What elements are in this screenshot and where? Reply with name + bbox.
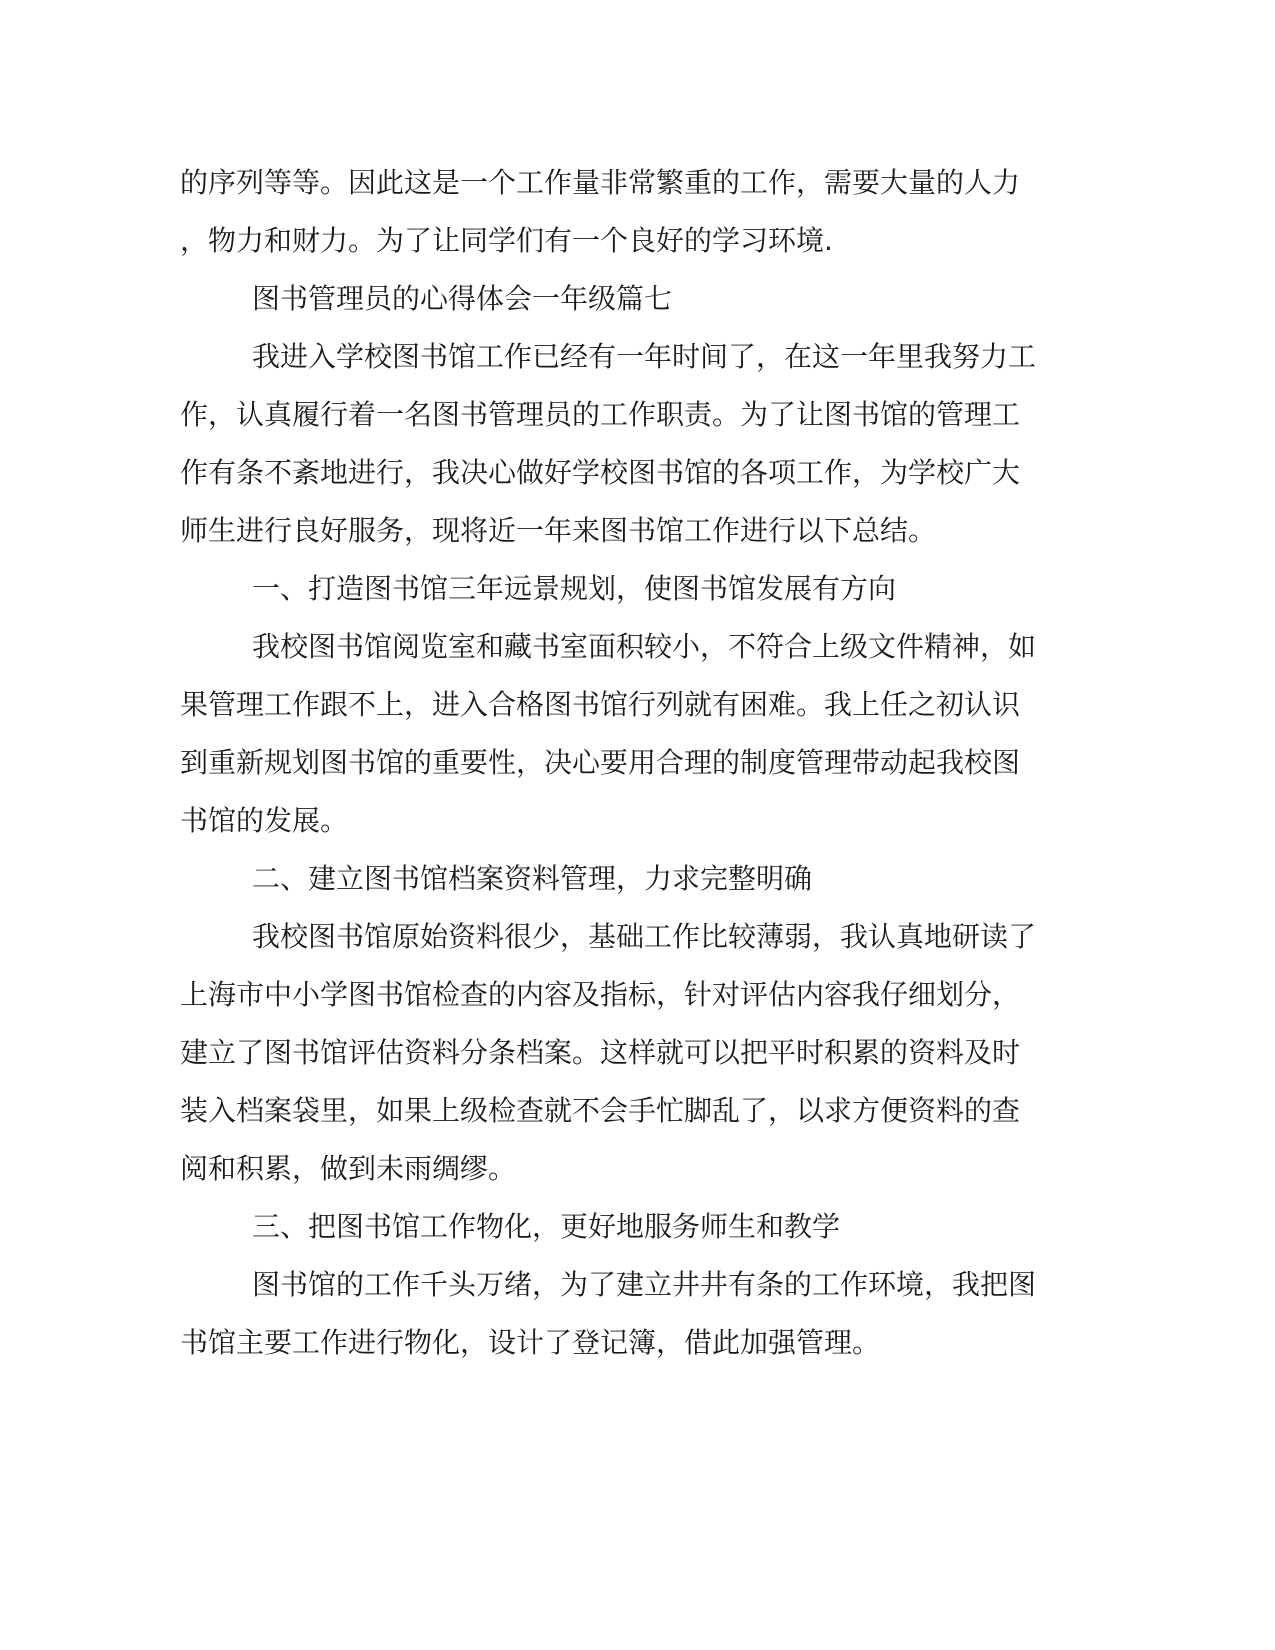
text-line: 师生进行良好服务，现将近一年来图书馆工作进行以下总结。 <box>180 514 937 547</box>
text-line: 建立了图书馆评估资料分条档案。这样就可以把平时积累的资料及时 <box>180 1036 1021 1069</box>
text-line: 的序列等等。因此这是一个工作量非常繁重的工作，需要大量的人力 <box>180 166 1021 199</box>
text-line: 作，认真履行着一名图书管理员的工作职责。为了让图书馆的管理工 <box>180 398 1021 431</box>
text-line: 到重新规划图书馆的重要性，决心要用合理的制度管理带动起我校图 <box>180 746 1021 779</box>
text-line: 阅和积累，做到未雨绸缪。 <box>180 1152 517 1185</box>
section-heading: 二、建立图书馆档案资料管理，力求完整明确 <box>252 862 813 895</box>
text-line: 我校图书馆阅览室和藏书室面积较小，不符合上级文件精神，如 <box>252 630 1037 663</box>
text-line: 我校图书馆原始资料很少，基础工作比较薄弱，我认真地研读了 <box>252 920 1037 953</box>
text-line: 书馆的发展。 <box>180 804 349 837</box>
section-heading: 一、打造图书馆三年远景规划，使图书馆发展有方向 <box>252 572 897 605</box>
text-line: 我进入学校图书馆工作已经有一年时间了，在这一年里我努力工 <box>252 340 1037 373</box>
section-heading: 三、把图书馆工作物化，更好地服务师生和教学 <box>252 1210 841 1243</box>
text-line: 果管理工作跟不上，进入合格图书馆行列就有困难。我上任之初认识 <box>180 688 1021 721</box>
text-line: 书馆主要工作进行物化，设计了登记簿，借此加强管理。 <box>180 1326 881 1359</box>
text-line: 图书馆的工作千头万绪，为了建立井井有条的工作环境，我把图 <box>252 1268 1037 1301</box>
text-line: 装入档案袋里，如果上级检查就不会手忙脚乱了，以求方便资料的查 <box>180 1094 1021 1127</box>
text-line: 上海市中小学图书馆检查的内容及指标，针对评估内容我仔细划分， <box>180 978 1021 1011</box>
section-title: 图书管理员的心得体会一年级篇七 <box>252 282 673 315</box>
text-line: ，物力和财力。为了让同学们有一个良好的学习环境. <box>180 224 833 257</box>
text-line: 作有条不紊地进行，我决心做好学校图书馆的各项工作，为学校广大 <box>180 456 1021 489</box>
